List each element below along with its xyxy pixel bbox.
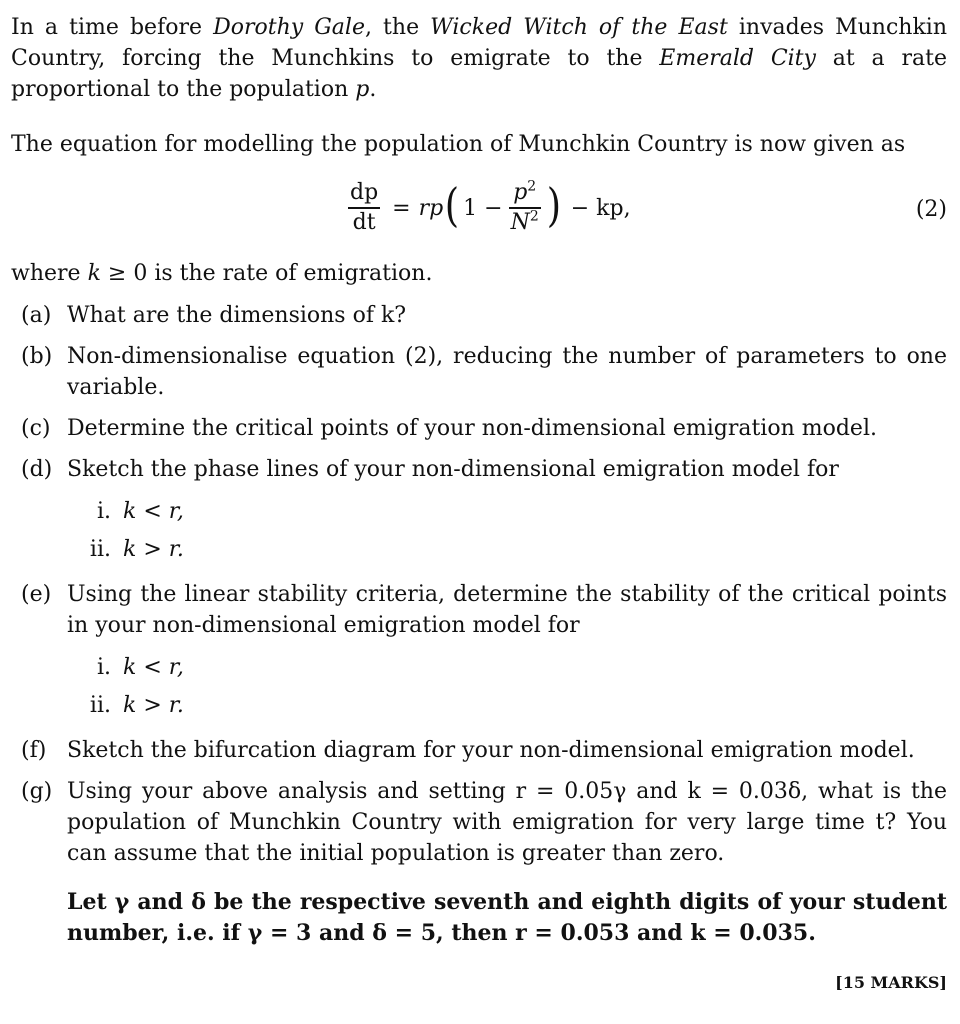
intro-p-var: p [355,77,370,102]
minus-kp-term: − kp, [570,195,631,221]
student-number-note: Let γ and δ be the respective seventh and eighth digits of your student number, i.e. if γ = 3 and δ = 5, then r = 0.053 and k = 0.035. [67,889,947,946]
close-paren: ) [546,178,561,232]
sub-question-list [67,496,947,569]
p2-numerator: $p^2$ [513,178,537,206]
intro-paragraph [11,12,947,105]
n2-denominator: $N^2$ [510,208,539,235]
question-label: (b) [21,344,53,369]
question-text: Determine the critical points of your non-dimensional emigration model. [67,416,877,441]
question-item [11,579,947,725]
question-item [11,413,947,444]
question-text: Non-dimensionalise equation (2), reducing the number of parameters to one variable. [67,344,947,400]
question-text: Sketch the phase lines of your non-dimensional emigration model for [67,457,839,482]
equation-row [11,170,947,258]
sub-question-item: ii. k > r. [89,693,184,718]
intro-witch: Wicked Witch of the East [430,15,728,40]
question-label: (g) [21,779,53,804]
question-text: Sketch the bifurcation diagram for your non-dimensional emigration model. [67,738,915,763]
question-item [11,300,947,331]
intro-dorothy: Dorothy Gale [213,15,365,40]
equation-2 [344,172,631,244]
intro-text-2: , the [364,15,431,40]
question-label: (c) [21,416,51,441]
lhs-denominator: dt [352,209,376,235]
equals-sign: = [392,195,411,221]
equation-number: (2) [915,197,947,222]
lhs-numerator: dp [350,180,379,206]
rp-term: rp [418,195,444,221]
question-label: (f) [21,738,47,763]
lhs-fraction [348,180,380,236]
intro-text-1: In a time before [11,15,214,40]
question-label: (d) [21,457,53,482]
p2-fraction [509,180,541,236]
model-sentence: The equation for modelling the population of Munchkin Country is now given as [11,132,906,157]
question-item [11,341,947,403]
sub-question-item: i. k < r, [96,655,184,680]
intro-text-3: invades Munchkin Country, forcing the Munchkins to emigrate to the [11,15,947,71]
question-text: Using the linear stability criteria, determine the stability of the critical points in your non-dimensional emigration model for [67,582,947,638]
question-item [11,776,947,869]
sub-question-item: i. k < r, [96,499,184,524]
intro-text-4: at a rate proportional to the population [11,46,947,102]
question-item [11,735,947,766]
question-list [11,300,947,869]
emigration-rate-sentence: where k ≥ 0 is the rate of emigration. [11,261,433,286]
question-item [11,454,947,569]
one-minus: 1 − [463,195,503,221]
sub-question-list [67,652,947,725]
question-label: (a) [21,303,52,328]
question-text: What are the dimensions of k? [67,303,407,328]
intro-text-5: . [369,77,377,102]
sub-question-item: ii. k > r. [89,537,184,562]
question-text: Using your above analysis and setting r = 0.05γ and k = 0.03δ, what is the population of Munchkin Country with emigration for very large time t? You can assume that the initial population is greater than zero. [67,779,947,866]
intro-emerald-city: Emerald City [659,46,816,71]
question-label: (e) [21,582,52,607]
open-paren: ( [445,178,460,232]
marks-total: [15 MARKS] [835,973,947,992]
assignment-question [11,12,947,949]
fraction-bar [348,207,380,209]
